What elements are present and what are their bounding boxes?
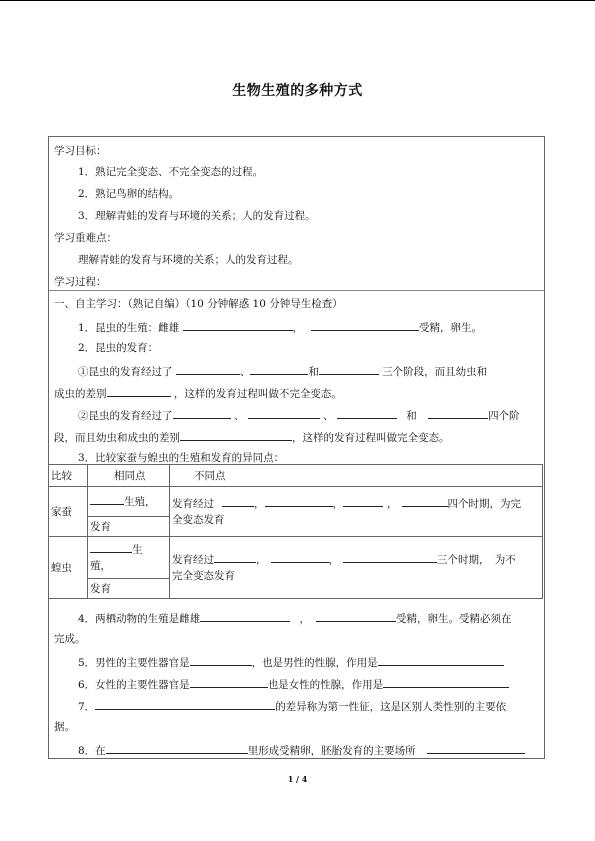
question-5 (78, 654, 504, 670)
answer-blank[interactable] (337, 407, 397, 419)
question-4-line2: 完成。 (54, 633, 86, 645)
q8-text: 8．在 (78, 745, 106, 757)
cell-text: 发育经过 (172, 554, 214, 566)
q2a-text: 三个阶段，而且幼虫和 (382, 366, 488, 378)
q2b-text: 段，而且幼虫和成虫的差别 (54, 432, 180, 444)
answer-blank[interactable] (180, 429, 292, 441)
locust-diff-cell (170, 537, 543, 599)
locust-dev-cell: 发育 (88, 579, 170, 599)
question-7 (78, 698, 506, 714)
q2b-text: 、 (323, 410, 334, 422)
key-text: 理解青蛙的发育与环境的关系；人的发育过程。 (78, 254, 299, 266)
answer-blank[interactable] (90, 541, 132, 553)
cell-text: 生 (132, 544, 143, 556)
table-row (49, 537, 543, 579)
q2a-text: 成虫的差别 (54, 388, 107, 400)
cell-text: 三个时期， 为不 (437, 554, 516, 566)
question-7-line2: 据。 (54, 721, 75, 733)
table-header: 比较 (49, 465, 88, 487)
answer-blank[interactable] (311, 319, 419, 331)
comparison-table (48, 464, 543, 599)
answer-blank[interactable] (428, 407, 488, 419)
answer-blank[interactable] (90, 493, 124, 505)
answer-blank[interactable] (319, 363, 379, 375)
table-header: 不同点 (170, 465, 543, 487)
answer-blank[interactable] (200, 610, 290, 622)
q4-text: ， (299, 613, 311, 625)
goal-item: 2．熟记鸟卵的结构。 (78, 188, 180, 200)
answer-blank[interactable] (190, 654, 252, 666)
page-number: 1 / 4 (287, 774, 308, 784)
silkworm-diff-cell (170, 487, 543, 537)
q6-text: 6．女性的主要性器官是 (78, 679, 190, 691)
q8-text: 里形成受精卵，胚胎发育的主要场所 (247, 745, 416, 757)
cell-text: ， (387, 498, 398, 510)
answer-blank[interactable] (271, 551, 329, 563)
answer-blank[interactable] (106, 742, 248, 754)
question-2a (78, 363, 487, 379)
cell-text: ， (332, 498, 343, 510)
process-heading: 学习过程： (54, 276, 107, 288)
goals-heading: 学习目标： (54, 145, 107, 157)
answer-blank[interactable] (402, 495, 448, 507)
answer-blank[interactable] (383, 676, 509, 688)
answer-blank[interactable] (95, 698, 275, 710)
question-3: 3．比较家蚕与蝗虫的生殖和发育的异同点： (78, 452, 285, 464)
answer-blank[interactable] (214, 551, 256, 563)
question-1 (78, 319, 482, 335)
q2b-text: 、 (233, 410, 245, 422)
cell-text: 四个时期，为完 (447, 498, 521, 510)
q6-text: 也是女性的性腺，作用是 (267, 679, 384, 691)
cell-text: 生殖， (124, 496, 156, 508)
answer-blank[interactable] (248, 407, 320, 419)
answer-blank[interactable] (265, 495, 333, 507)
q2a-text: 、 (239, 366, 251, 378)
locust-repro-cell (88, 537, 170, 579)
answer-blank[interactable] (378, 654, 504, 666)
q2a-text: 和 (308, 366, 319, 378)
silkworm-dev-cell: 发育 (88, 517, 170, 537)
cell-text: 完全变态发育 (172, 570, 235, 582)
question-2b-line2 (54, 429, 450, 445)
q5-text: ，也是男性的性腺，作用是 (251, 657, 378, 669)
q4-text: 4．两栖动物的生殖是雌雄 (78, 613, 201, 625)
answer-blank[interactable] (343, 551, 437, 563)
section-divider (49, 290, 544, 291)
q2b-text: ②昆虫的发育经过了 (78, 410, 173, 422)
answer-blank[interactable] (190, 676, 268, 688)
row-label-locust: 蝗虫 (49, 537, 88, 599)
goal-item: 1．熟记完全变态、不完全变态的过程。 (78, 166, 264, 178)
table-row (49, 465, 543, 487)
q2b-text: 四个阶 (488, 410, 520, 422)
q4-text: 受精，卵生。受精必须在 (396, 613, 512, 625)
q5-text: 5．男性的主要性器官是 (78, 657, 190, 669)
answer-blank[interactable] (427, 742, 525, 754)
question-2a-line2 (54, 385, 342, 401)
self-study-heading: 一、自主学习：（熟记自编）（10 分钟解惑 10 分钟导生检查） (54, 298, 343, 310)
q2a-text: ，这样的发育过程叫做不完全变态。 (173, 388, 342, 400)
header-rule (0, 0, 595, 1)
cell-text: 殖， (90, 560, 111, 572)
question-4 (78, 610, 512, 626)
q1-text: 1．昆虫的生殖：雌雄 (78, 322, 180, 334)
q2b-text: ，这样的发育过程叫做完全变态。 (292, 432, 450, 444)
question-2: 2．昆虫的发育： (78, 342, 159, 354)
q7-text: 7． (78, 701, 96, 713)
row-label-silkworm: 家蚕 (49, 487, 88, 537)
answer-blank[interactable] (173, 407, 231, 419)
answer-blank[interactable] (250, 363, 308, 375)
question-2b (78, 407, 520, 423)
q2a-text: ①昆虫的发育经过了 (78, 366, 173, 378)
table-header: 相同点 (88, 465, 170, 487)
cell-text: ， (328, 554, 339, 566)
answer-blank[interactable] (343, 495, 383, 507)
key-heading: 学习重难点： (54, 232, 117, 244)
page-title: 生物生殖的多种方式 (232, 83, 363, 99)
question-6 (78, 676, 509, 692)
table-row (49, 487, 543, 517)
cell-text: 全变态发育 (172, 514, 225, 526)
question-8 (78, 742, 525, 758)
q1-text: 受精，卵生。 (419, 322, 483, 334)
answer-blank[interactable] (107, 385, 171, 397)
answer-blank[interactable] (316, 610, 396, 622)
q1-text: ， (292, 322, 304, 334)
answer-blank[interactable] (222, 495, 254, 507)
q2b-text: 和 (406, 410, 417, 422)
answer-blank[interactable] (176, 363, 240, 375)
cell-text: ， (254, 498, 265, 510)
cell-text: ， (256, 554, 267, 566)
answer-blank[interactable] (183, 319, 293, 331)
silkworm-repro-cell (88, 487, 170, 517)
cell-text: 发育经过 (172, 498, 214, 510)
q7-text: 的差异称为第一性征，这是区别人类性别的主要依 (275, 701, 507, 713)
goal-item: 3．理解青蛙的发育与环境的关系；人的发育过程。 (78, 210, 316, 222)
